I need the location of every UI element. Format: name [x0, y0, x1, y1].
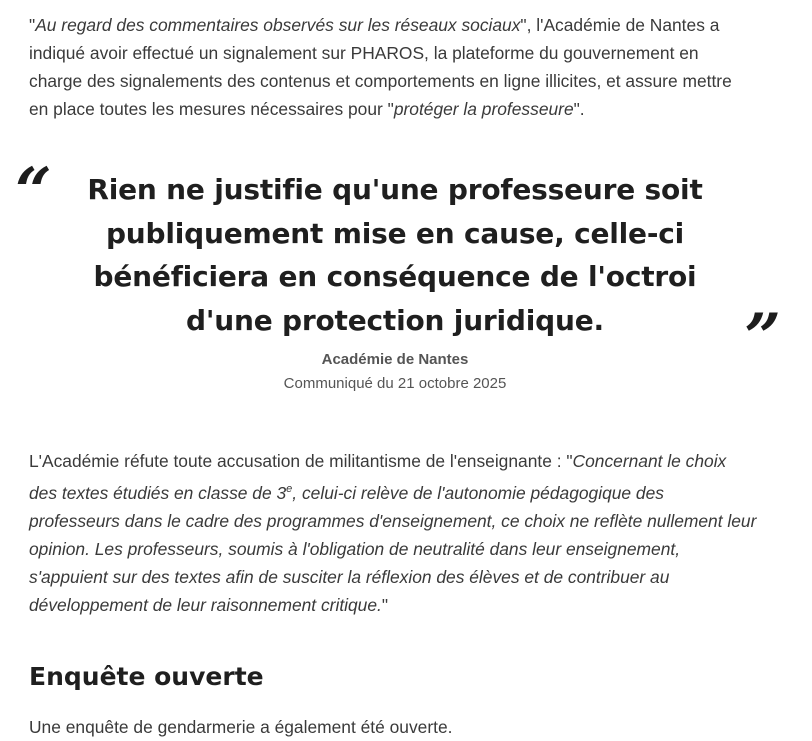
section-heading: Enquête ouverte	[29, 662, 264, 691]
pull-quote-author: Académie de Nantes	[321, 351, 469, 368]
second-italic-part1: Concernant le choix des textes étudiés en classe de 3	[29, 451, 727, 503]
second-paragraph	[29, 447, 759, 619]
intro-quote-open: "	[29, 15, 36, 35]
second-text-end: "	[381, 594, 389, 615]
intro-text-end: ".	[573, 99, 585, 119]
second-italic-part2: , celui-ci relève de l'autonomie pédagogique des professeurs dans le cadre des programmes d'enseignement, ce choix ne reflète nullement leur opinion. Les professeurs, soumis à l'obligation de neutralité dans leur enseignement, s'appuient sur des textes afin de susciter la réflexion des élèves et de contribuer au développement de leur raisonnement critique.	[29, 482, 757, 615]
pull-quote	[15, 154, 781, 400]
pull-quote-text: Rien ne justifie qu'une professeure soit publiquement mise en cause, celle-ci bénéficiera en conséquence de l'octroi d'une protection juridique.	[87, 173, 703, 337]
close-quote-icon: ”	[744, 300, 781, 375]
pull-quote-source: Communiqué du 21 octobre 2025	[283, 375, 507, 392]
intro-paragraph	[29, 11, 749, 123]
intro-text-mid: ", l'Académie de Nantes a indiqué avoir effectué un signalement sur PHAROS, la plateforme du gouvernement en charge des signalements des contenus et comportements en ligne illicites, et assure mettre en place toutes les mesures nécessaires pour "	[29, 15, 732, 119]
second-superscript: e	[286, 483, 293, 495]
section-paragraph: Une enquête de gendarmerie a également été ouverte.	[29, 717, 453, 737]
intro-italic-end: protéger la professeure	[393, 99, 574, 119]
open-quote-icon: “	[15, 154, 52, 229]
second-text-start: L'Académie réfute toute accusation de militantisme de l'enseignante : "	[29, 451, 573, 471]
intro-italic-quote: Au regard des commentaires observés sur les réseaux sociaux	[35, 15, 521, 35]
